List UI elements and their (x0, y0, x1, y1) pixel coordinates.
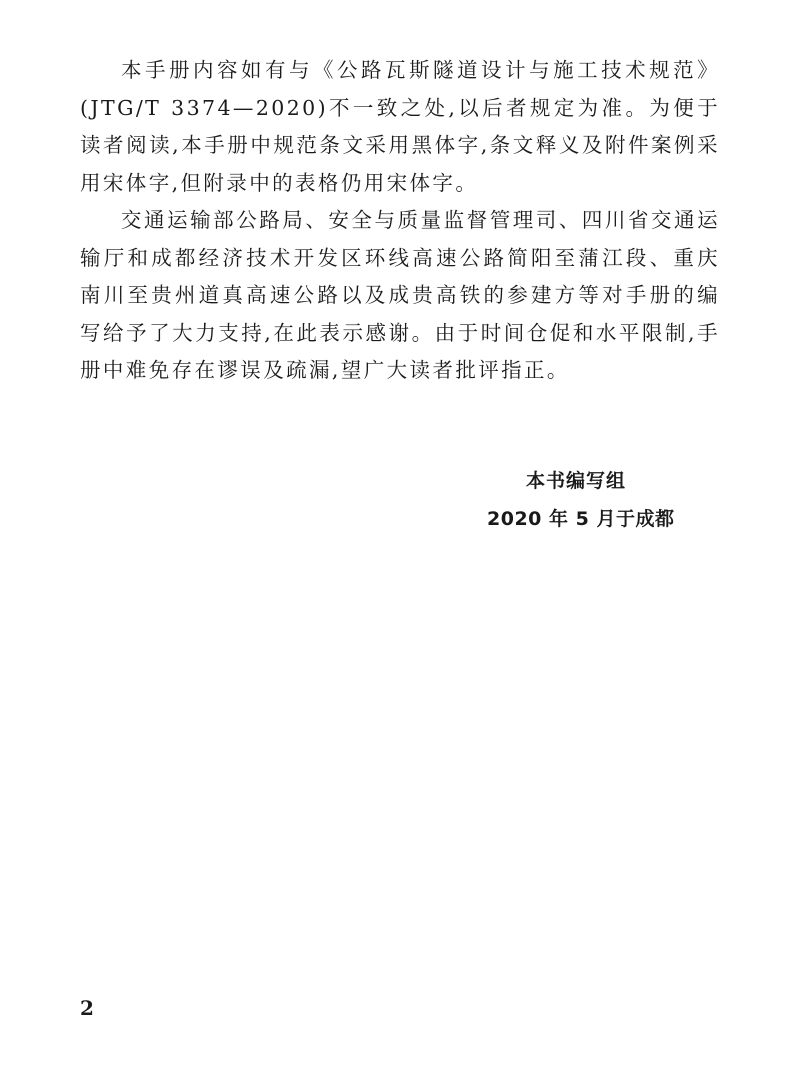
page-number: 2 (80, 996, 94, 1020)
author-group: 本书编写组 (526, 470, 627, 492)
date-place: 2020 年 5 月于成都 (487, 508, 675, 530)
paragraph-preface-note: 本手册内容如有与《公路瓦斯隧道设计与施工技术规范》(JTG/T 3374—2020)不一致之处,以后者规定为准。为便于读者阅读,本手册中规范条文采用黑体字,条文释义及附件案例采用宋体字,但附录中的表格仍用宋体字。 (80, 58, 720, 195)
paragraph-acknowledgements: 交通运输部公路局、安全与质量监督管理司、四川省交通运输厅和成都经济技术开发区环线高速公路简阳至蒲江段、重庆南川至贵州道真高速公路以及成贵高铁的参建方等对手册的编写给予了大力支持,在此表示感谢。由于时间仓促和水平限制,手册中难免存在谬误及疏漏,望广大读者批评指正。 (80, 208, 720, 382)
signature-block (400, 462, 730, 538)
body-text (80, 52, 720, 390)
